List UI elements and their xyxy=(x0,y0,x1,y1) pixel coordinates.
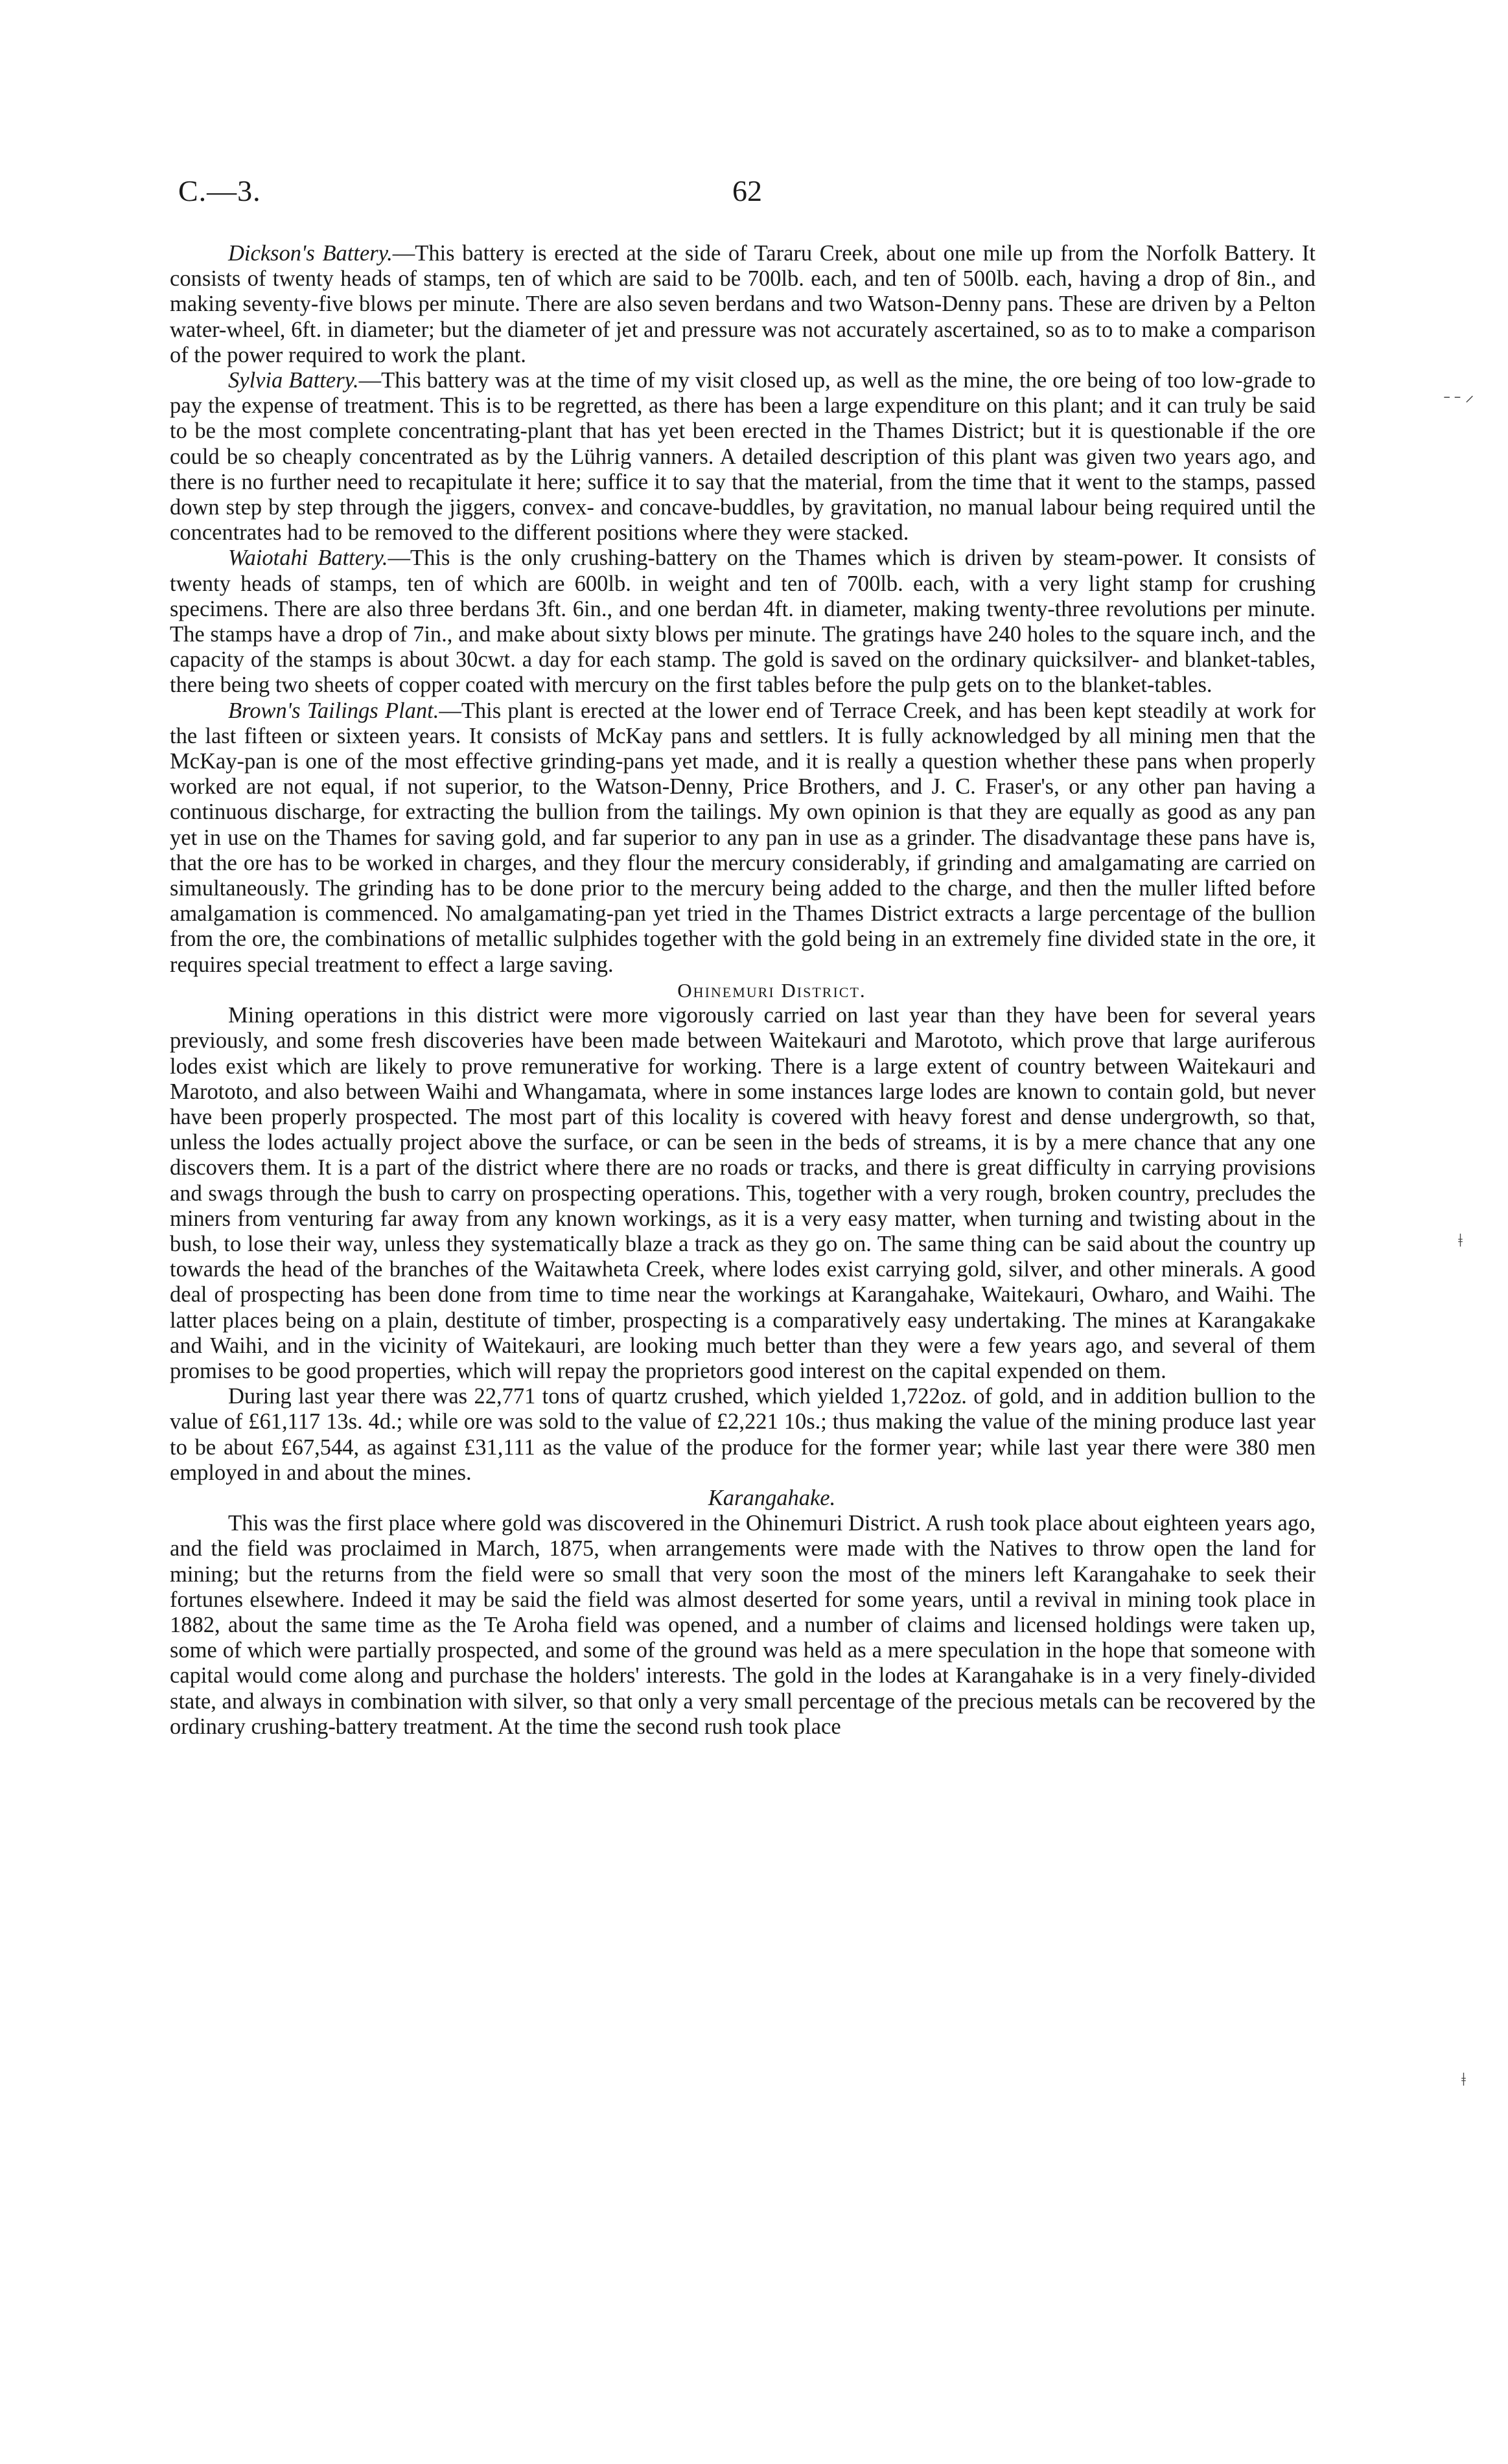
paragraph-text: —This is the only crushing-battery on the Thames which is driven by steam-power. It consists of twenty heads of stamps, ten of which are 600lb. in weight and ten of 700lb. each, with a very light stamp for crushing specimens. There are also three berdans 3ft. 6in., and one berdan 4ft. in diameter, making twenty-three revolutions per minute. The stamps have a drop of 7in., and make about sixty blows per minute. The gratings have 240 holes to the square inch, and the capacity of the stamps is about 30cwt. a day for each stamp. The gold is saved on the ordinary quicksilver- and blanket-tables, there being two sheets of copper coated with mercury on the first tables before the pulp gets on to the blanket-tables. xyxy=(170,546,1316,698)
paragraph-waiotahi-battery xyxy=(170,546,1316,698)
margin-mark: ǂ xyxy=(1461,2070,1466,2090)
paragraph-browns-tailings-plant xyxy=(170,698,1316,978)
paragraph-title: Sylvia Battery. xyxy=(228,368,359,393)
page-number: 62 xyxy=(732,174,762,207)
paragraph-title: Brown's Tailings Plant. xyxy=(228,698,439,723)
paragraph-dicksons-battery xyxy=(170,241,1316,368)
margin-mark: ˗ ˗ ⸝ xyxy=(1444,386,1474,406)
paragraph-text: —This battery was at the time of my visit closed up, as well as the mine, the ore being of too low-grade to pay the expense of treatment. This is to be regretted, as there has been a large expenditure on this plant; and it can truly be said to be the most complete concentrating-plant that has yet been erected in the Thames District; but it is questionable if the ore could be so cheaply concentrated as by the Lührig vanners. A detailed description of this plant was given two years ago, and there is no further need to recapitulate it here; suffice it to say that the material, from the time that it went to the stamps, passed down step by step through the jiggers, convex- and concave-buddles, by gravitation, no manual labour being required until the concentrates had to be removed to the different positions where they were stacked. xyxy=(170,368,1316,546)
page-header xyxy=(178,174,1319,213)
paragraph-sylvia-battery xyxy=(170,368,1316,546)
margin-mark: ǂ xyxy=(1458,1231,1463,1251)
section-heading-ohinemuri: Ohinemuri District. xyxy=(677,978,866,1002)
paragraph-karangahake-history: This was the first place where gold was discovered in the Ohinemuri District. A rush took place about eighteen years ago, and the field was proclaimed in March, 1875, when arrangements were made with the Natives to throw open the land for mining; but the returns from the field were so small that very soon the most of the miners left Karangahake to seek their fortunes elsewhere. Indeed it may be said the field was almost deserted for some years, until a revival in mining took place in 1882, about the same time as the Te Aroha field was opened, and a number of claims and licensed holdings were taken up, some of which were partially prospected, and some of the ground was held as a mere speculation in the hope that someone with capital would come along and purchase the holders' interests. The gold in the lodes at Karangahake is in a very finely-divided state, and always in combination with silver, so that only a very small percentage of the precious metals can be recovered by the ordinary crushing-battery treatment. At the time the second rush took place xyxy=(170,1511,1316,1739)
paragraph-title: Waiotahi Battery. xyxy=(228,546,388,571)
paragraph-text: —This battery is erected at the side of Tararu Creek, about one mile up from the Norfolk Battery. It consists of twenty heads of stamps, ten of which are said to be 700lb. each, and ten of 500lb. each, having a drop of 8in., and making seventy-five blows per minute. There are also seven berdans and two Watson-Denny pans. These are driven by a Pelton water-wheel, 6ft. in diameter; but the diameter of jet and pressure was not accurately ascertained, so as to to make a comparison of the power required to work the plant. xyxy=(170,241,1316,367)
paragraph-ohinemuri-operations: Mining operations in this district were more vigorously carried on last year than they have been for several years previously, and some fresh discoveries have been made between Waitekauri and Marototo, which prove that large auriferous lodes exist which are likely to prove remunerative for working. There is a large extent of country between Waitekauri and Marototo, and also between Waihi and Whangamata, where in some instances large lodes are known to contain gold, but never have been properly prospected. The most part of this locality is covered with heavy forest and dense undergrowth, so that, unless the lodes actually project above the surface, or can be seen in the beds of streams, it is by a mere chance that any one discovers them. It is a part of the district where there are no roads or tracks, and there is great difficulty in carrying provisions and swags through the bush to carry on prospecting operations. This, together with a very rough, broken country, precludes the miners from venturing far away from any known workings, as it is a very easy matter, when turning and twisting about in the bush, to lose their way, unless they systematically blaze a track as they go on. The same thing can be said about the country up towards the head of the branches of the Waitawheta Creek, where lodes exist carrying gold, silver, and other minerals. A good deal of prospecting has been done from time to time near the workings at Karangahake, Waitekauri, Owharo, and Waihi. The latter places being on a plain, destitute of timber, prospecting is a comparatively easy undertaking. The mines at Karangakake and Waihi, and in the vicinity of Waitekauri, are looking much better than they were a few years ago, and several of them promises to be good properties, which will repay the proprietors good interest on the capital expended on them. xyxy=(170,1003,1316,1383)
paragraph-text: —This plant is erected at the lower end of Terrace Creek, and has been kept steadily at work for the last fifteen or sixteen years. It consists of McKay pans and settlers. It is fully acknowledged by all mining men that the McKay-pan is one of the most effective grinding-pans yet made, and it is really a question whether these pans when properly worked are not equal, if not superior, to the Watson-Denny, Price Brothers, and J. C. Fraser's, or any other pan having a continuous discharge, for extracting the bullion from the tailings. My own opinion is that they are equally as good as any pan yet in use on the Thames for saving gold, and far superior to any pan in use as a grinder. The disadvantage these pans have is, that the ore has to be worked in charges, and they flour the mercury considerably, if grinding and amalgamating are carried on simultaneously. The grinding has to be done prior to the mercury being added to the charge, and then the muller lifted before amalgamation is commenced. No amalgamating-pan yet tried in the Thames District extracts a large percentage of the bullion from the ore, the combinations of metallic sulphides together with the gold being in an extremely fine divided state in the ore, it requires special treatment to effect a large saving. xyxy=(170,698,1316,977)
paragraph-title: Dickson's Battery. xyxy=(228,241,393,266)
page-content xyxy=(170,241,1316,1740)
document-reference: C.—3. xyxy=(178,174,261,207)
paragraph-ohinemuri-returns: During last year there was 22,771 tons of quartz crushed, which yielded 1,722oz. of gold, and in addition bullion to the value of £61,117 13s. 4d.; while ore was sold to the value of £2,221 10s.; thus making the value of the mining produce last year to be about £67,544, as against £31,111 as the value of the produce for the former year; while last year there were 380 men employed in and about the mines. xyxy=(170,1384,1316,1485)
sub-heading-karangahake: Karangahake. xyxy=(708,1485,836,1510)
